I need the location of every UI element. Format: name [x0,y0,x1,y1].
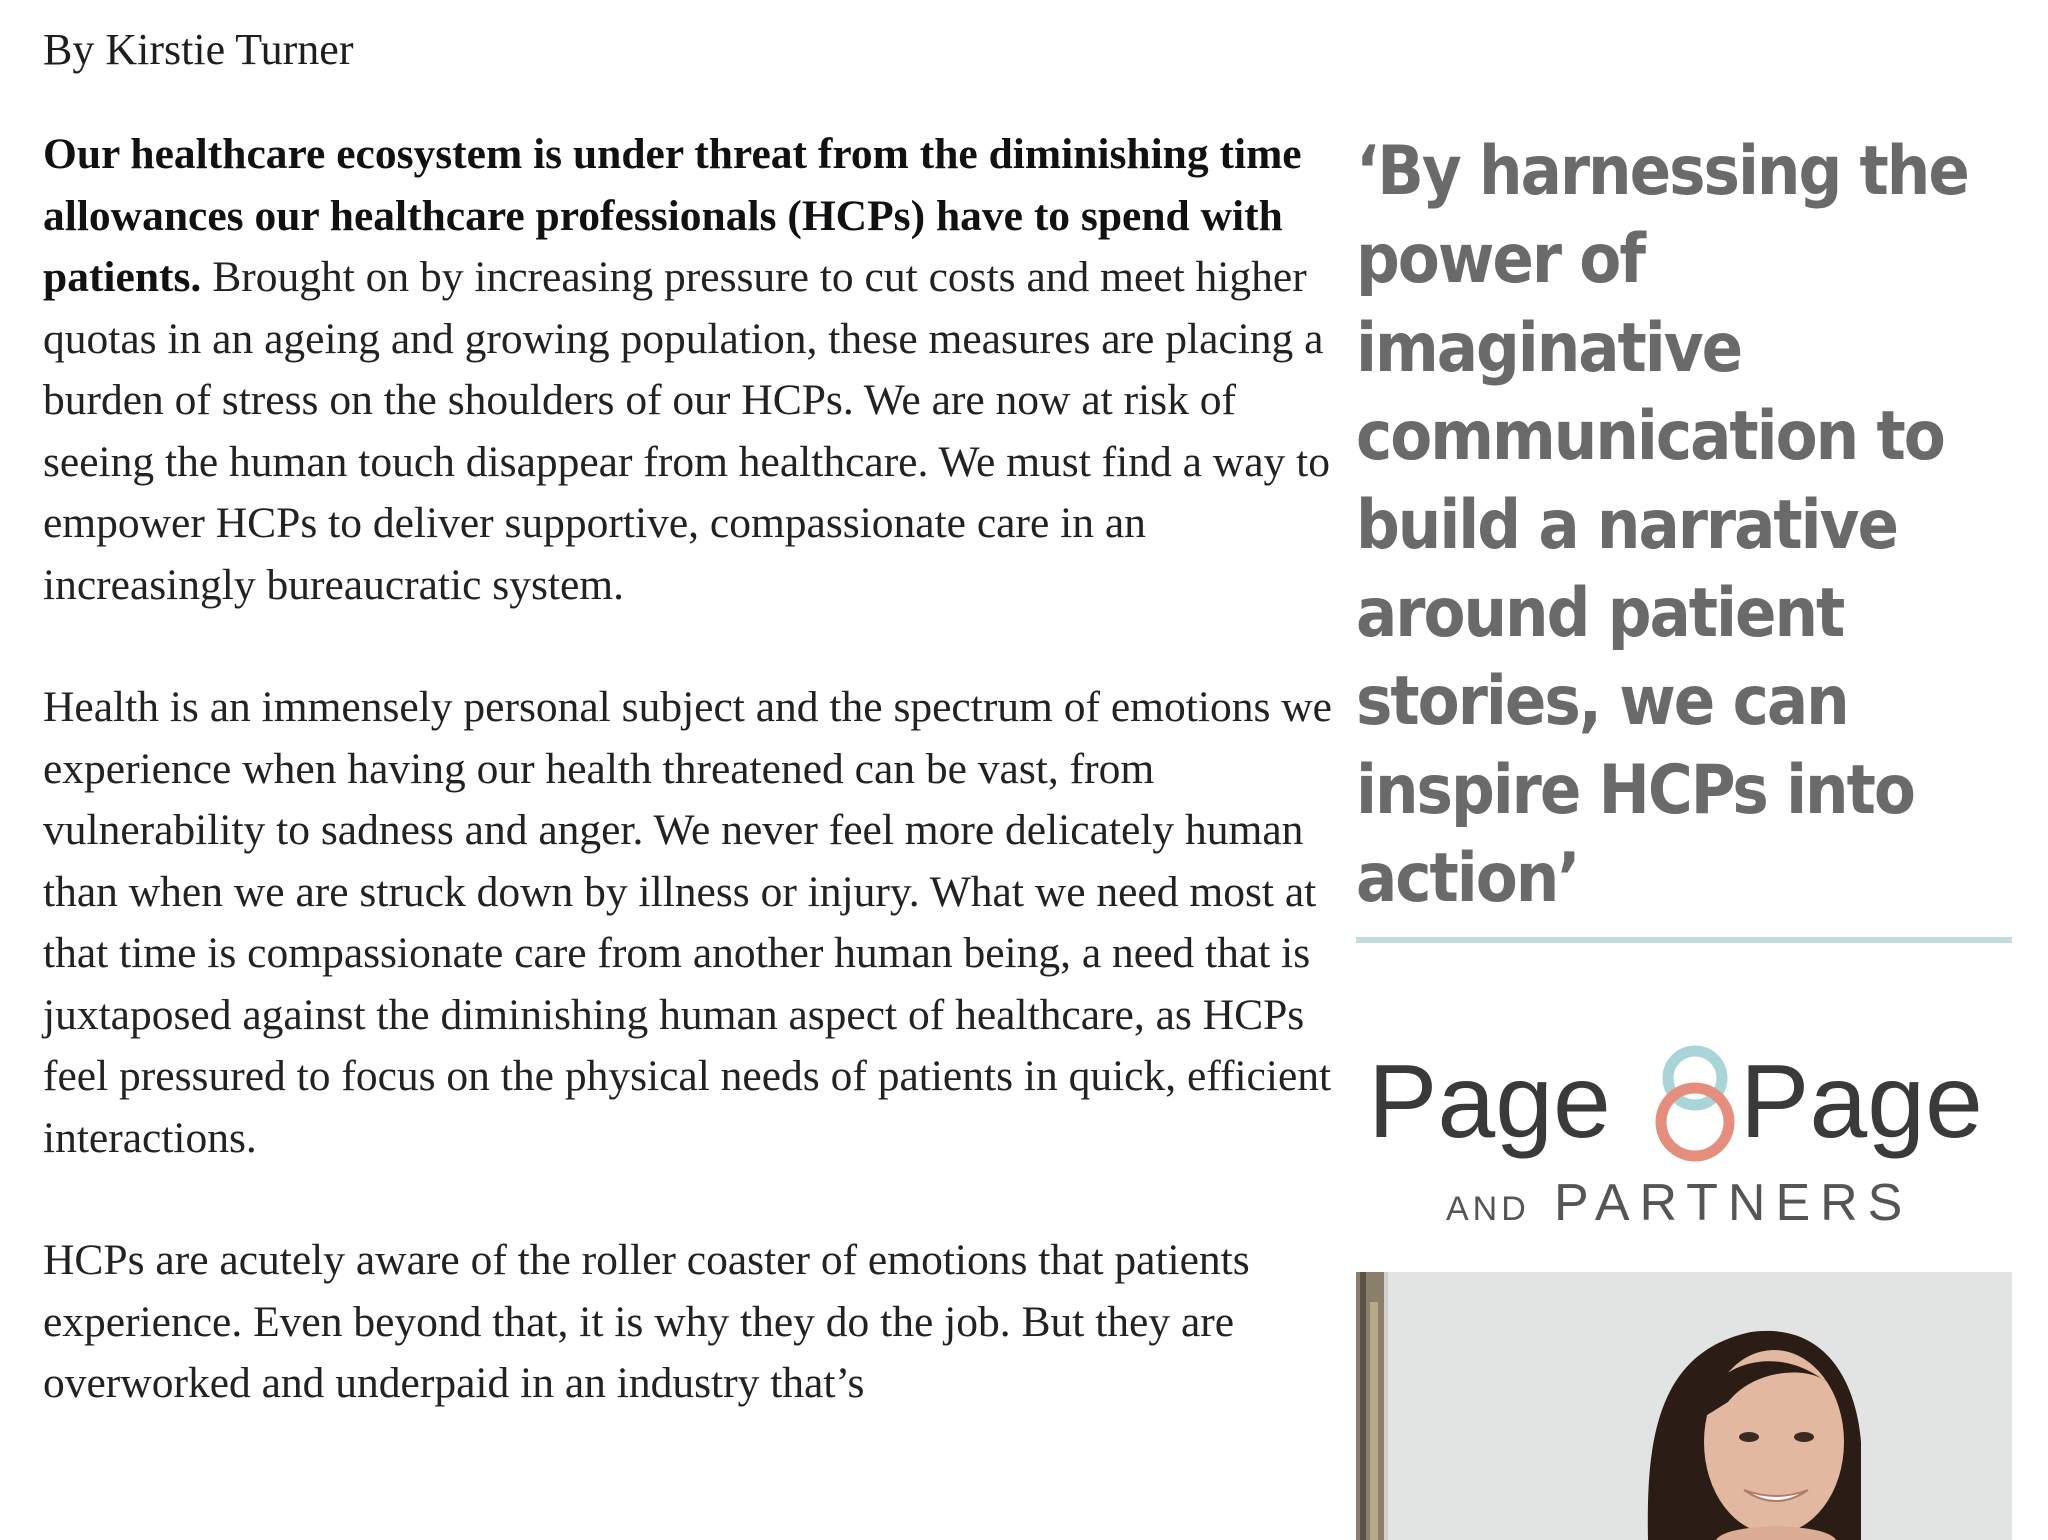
pull-quote: ‘By harnessing the power of imaginative communication to build a narrative around patient stories, we can inspire HCPs into action’ [1356,132,1968,919]
divider [1356,937,2012,943]
paragraph-1 [43,124,1333,616]
byline: By Kirstie Turner [43,25,354,74]
article-body [43,124,1333,1476]
logo-word-right: Page [1740,1044,1983,1160]
page-and-page-partners-logo [1360,1020,2010,1240]
logo-word-left: Page [1368,1044,1611,1160]
logo-sub-and: AND [1446,1190,1530,1228]
logo-sub-partners: PARTNERS [1554,1174,1913,1232]
author-photo [1356,1272,2012,1540]
paragraph-3: HCPs are acutely aware of the roller coaster of emotions that patients experience. Even beyond that, it is why they do the job. But they are overworked and underpaid in an industry that’s [43,1236,1250,1407]
paragraph-text: Brought on by increasing pressure to cut costs and meet higher quotas in an ageing and growing population, these measures are placing a burden of stress on the shoulders of our HCPs. We are now at risk of seeing the human touch disappear from healthcare. We must find a way to empower HCPs to deliver supportive, compassionate care in an increasingly bureaucratic system. [43,253,1330,609]
paragraph-2: Health is an immensely personal subject and the spectrum of emotions we experience when having our health threatened can be vast, from vulnerability to sadness and anger. We never feel more delicately human than when we are struck down by illness or injury. What we need most at that time is compassionate care from another human being, a need that is juxtaposed against the diminishing human aspect of healthcare, as HCPs feel pressured to focus on the physical needs of patients in quick, efficient interactions. [43,683,1332,1162]
paragraph-lead: Our healthcare ecosystem is under threat from the diminishing time allowances our healthcare professionals (HCPs) have to spend with patients. [43,130,1302,301]
logo-ring-bottom-icon [1661,1088,1729,1156]
